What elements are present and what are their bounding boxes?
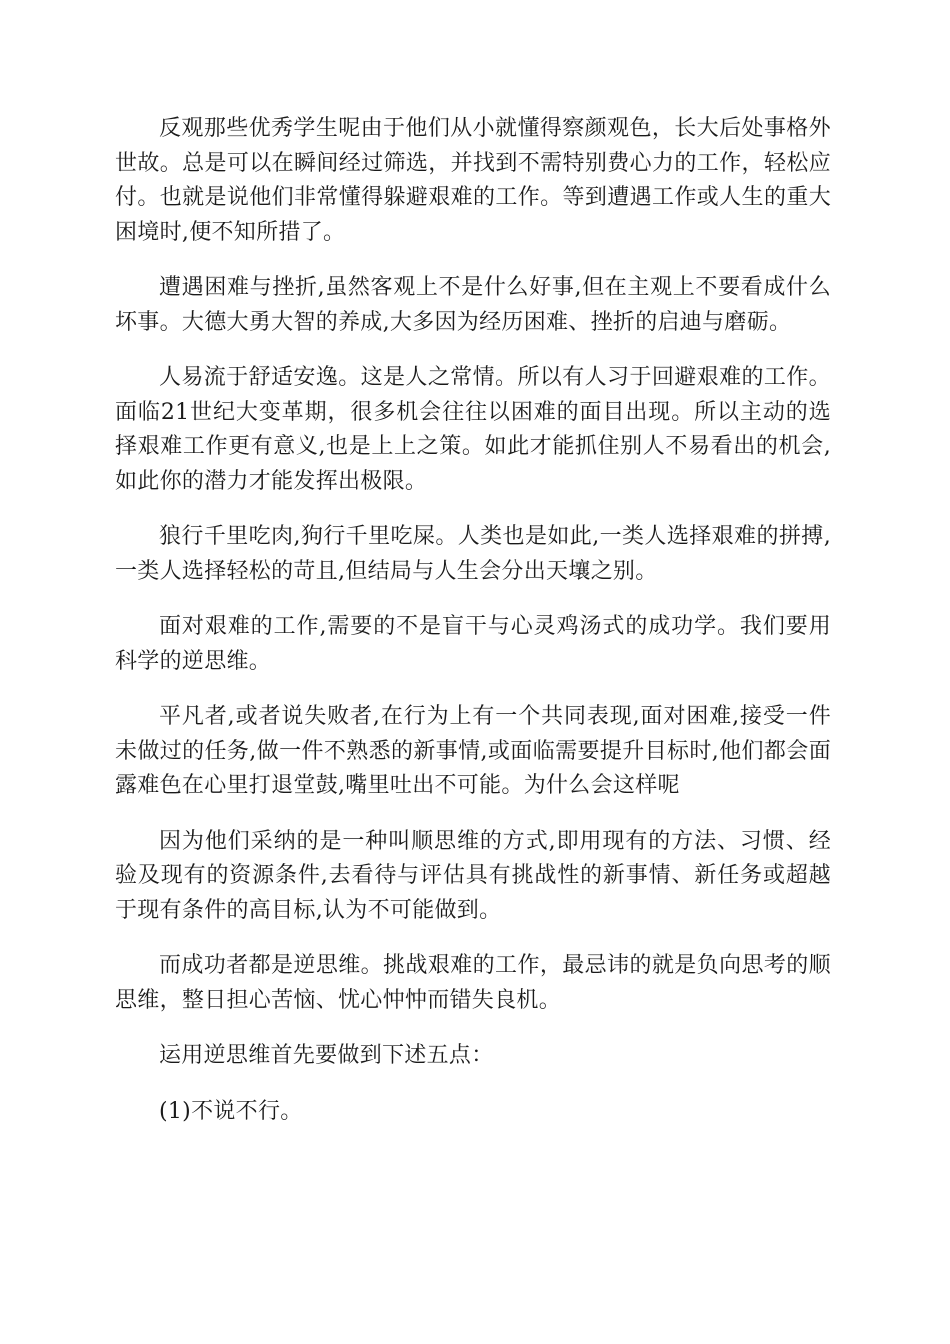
paragraph-6: 平凡者,或者说失败者,在行为上有一个共同表现,面对困难,接受一件未做过的任务,做一件不熟悉的新事情,或面临需要提升目标时,他们都会面露难色在心里打退堂鼓,嘴里吐出不可能。为什么会这样呢: [115, 704, 831, 798]
paragraph-8: 而成功者都是逆思维。挑战艰难的工作，最忌讳的就是负向思考的顺思维，整日担心苦恼、忧心忡忡而错失良机。: [115, 953, 831, 1013]
document-page: [115, 112, 831, 1150]
paragraph-3: 人易流于舒适安逸。这是人之常情。所以有人习于回避艰难的工作。面临21世纪大变革期，很多机会往往以困难的面目出现。所以主动的选择艰难工作更有意义,也是上上之策。如此才能抓住别人不易看出的机会,如此你的潜力才能发挥出极限。: [115, 365, 831, 494]
paragraph-4: 狼行千里吃肉,狗行千里吃屎。人类也是如此,一类人选择艰难的拼搏,一类人选择轻松的苛且,但结局与人生会分出天壤之别。: [115, 524, 831, 584]
paragraph-10: (1)不说不行。: [159, 1098, 303, 1124]
paragraph-1: 反观那些优秀学生呢由于他们从小就懂得察颜观色，长大后处事格外世故。总是可以在瞬间经过筛选，并找到不需特别费心力的工作，轻松应付。也就是说他们非常懂得躲避艰难的工作。等到遭遇工作或人生的重大困境时,便不知所措了。: [115, 116, 831, 245]
paragraph-2: 遭遇困难与挫折,虽然客观上不是什么好事,但在主观上不要看成什么坏事。大德大勇大智的养成,大多因为经历困难、挫折的启迪与磨砺。: [115, 275, 831, 335]
paragraph-7: 因为他们采纳的是一种叫顺思维的方式,即用现有的方法、习惯、经验及现有的资源条件,去看待与评估具有挑战性的新事情、新任务或超越于现有条件的高目标,认为不可能做到。: [115, 828, 831, 923]
paragraph-9: 运用逆思维首先要做到下述五点：: [159, 1043, 494, 1068]
paragraph-5: 面对艰难的工作,需要的不是盲干与心灵鸡汤式的成功学。我们要用科学的逆思维。: [115, 614, 831, 674]
